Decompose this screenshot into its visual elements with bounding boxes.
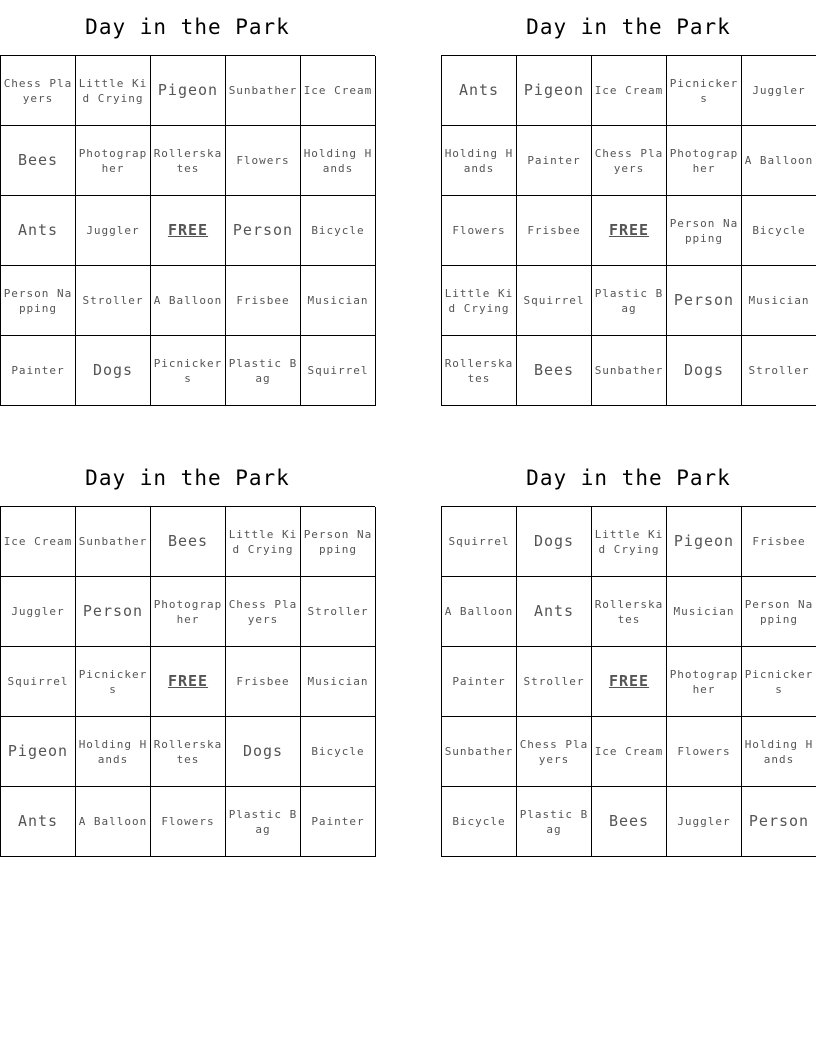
bingo-cell: Person Napping <box>1 266 76 336</box>
bingo-cell: Squirrel <box>442 507 517 577</box>
bingo-cell: Bicycle <box>301 717 376 787</box>
bingo-cell: Frisbee <box>742 507 816 577</box>
bingo-cell: Ice Cream <box>301 56 376 126</box>
bingo-cell: Holding Hands <box>442 126 517 196</box>
bingo-cell: Photographer <box>76 126 151 196</box>
bingo-cell: Picnickers <box>742 647 816 717</box>
bingo-cell: A Balloon <box>442 577 517 647</box>
free-space-cell: FREE <box>592 647 667 717</box>
bingo-cell: Plastic Bag <box>592 266 667 336</box>
bingo-cell: Ice Cream <box>592 717 667 787</box>
bingo-cell: Rollerskates <box>151 717 226 787</box>
bingo-cell: A Balloon <box>151 266 226 336</box>
card-title: Day in the Park <box>526 466 731 490</box>
bingo-cell: Pigeon <box>1 717 76 787</box>
bingo-cell: Musician <box>301 266 376 336</box>
bingo-cell: Stroller <box>517 647 592 717</box>
bingo-cell: Flowers <box>667 717 742 787</box>
bingo-card-2 <box>441 0 816 406</box>
bingo-cell: Juggler <box>1 577 76 647</box>
bingo-cell: Photographer <box>667 647 742 717</box>
bingo-cell: Bicycle <box>742 196 816 266</box>
bingo-cell: Plastic Bag <box>226 336 301 406</box>
bingo-cell: Painter <box>301 787 376 857</box>
bingo-cell: Frisbee <box>226 647 301 717</box>
bingo-grid <box>0 55 375 406</box>
bingo-cell: Sunbather <box>76 507 151 577</box>
bingo-cell: Person <box>226 196 301 266</box>
bingo-cell: Stroller <box>742 336 816 406</box>
bingo-cell: Picnickers <box>667 56 742 126</box>
bingo-card-3 <box>0 451 375 857</box>
bingo-cell: Rollerskates <box>442 336 517 406</box>
bingo-cell: Ants <box>517 577 592 647</box>
bingo-cell: Person Napping <box>301 507 376 577</box>
free-space-cell: FREE <box>592 196 667 266</box>
bingo-cell: Musician <box>742 266 816 336</box>
bingo-cell: Ants <box>442 56 517 126</box>
bingo-cell: Bees <box>151 507 226 577</box>
bingo-cell: Dogs <box>517 507 592 577</box>
bingo-cell: Juggler <box>76 196 151 266</box>
bingo-card-4 <box>441 451 816 857</box>
bingo-cell: Little Kid Crying <box>442 266 517 336</box>
bingo-cell: Squirrel <box>1 647 76 717</box>
bingo-cell: Little Kid Crying <box>76 56 151 126</box>
bingo-cell: Sunbather <box>592 336 667 406</box>
bingo-cell: Bees <box>517 336 592 406</box>
bingo-cell: Dogs <box>226 717 301 787</box>
bingo-cell: Painter <box>442 647 517 717</box>
bingo-cell: Plastic Bag <box>226 787 301 857</box>
bingo-cell: Squirrel <box>301 336 376 406</box>
bingo-cell: Bicycle <box>442 787 517 857</box>
bingo-cell: Painter <box>517 126 592 196</box>
bingo-cell: Sunbather <box>442 717 517 787</box>
bingo-cell: A Balloon <box>742 126 816 196</box>
bingo-cell: Flowers <box>151 787 226 857</box>
bingo-cell: Musician <box>667 577 742 647</box>
bingo-cell: Dogs <box>667 336 742 406</box>
bingo-cell: Painter <box>1 336 76 406</box>
card-title: Day in the Park <box>85 466 290 490</box>
bingo-cell: Ants <box>1 787 76 857</box>
bingo-cell: Chess Players <box>517 717 592 787</box>
bingo-cell: Stroller <box>76 266 151 336</box>
bingo-cell: Holding Hands <box>76 717 151 787</box>
bingo-cell: Juggler <box>667 787 742 857</box>
bingo-cell: Chess Players <box>592 126 667 196</box>
bingo-cell: Chess Players <box>1 56 76 126</box>
bingo-cell: Ice Cream <box>592 56 667 126</box>
bingo-cell: Holding Hands <box>742 717 816 787</box>
bingo-cell: A Balloon <box>76 787 151 857</box>
bingo-cell: Chess Players <box>226 577 301 647</box>
bingo-cell: Flowers <box>442 196 517 266</box>
free-space-cell: FREE <box>151 196 226 266</box>
bingo-cell: Picnickers <box>76 647 151 717</box>
bingo-cell: Pigeon <box>667 507 742 577</box>
card-title: Day in the Park <box>85 15 290 39</box>
bingo-cell: Photographer <box>667 126 742 196</box>
bingo-cell: Person Napping <box>667 196 742 266</box>
bingo-cell: Little Kid Crying <box>226 507 301 577</box>
bingo-cell: Bees <box>1 126 76 196</box>
bingo-cell: Frisbee <box>517 196 592 266</box>
bingo-cell: Ice Cream <box>1 507 76 577</box>
bingo-cell: Squirrel <box>517 266 592 336</box>
bingo-cell: Bees <box>592 787 667 857</box>
bingo-cell: Flowers <box>226 126 301 196</box>
bingo-cell: Person <box>667 266 742 336</box>
bingo-cell: Stroller <box>301 577 376 647</box>
bingo-cell: Plastic Bag <box>517 787 592 857</box>
bingo-cell: Person <box>742 787 816 857</box>
bingo-cell: Frisbee <box>226 266 301 336</box>
bingo-cell: Musician <box>301 647 376 717</box>
bingo-card-1 <box>0 0 375 406</box>
bingo-cell: Little Kid Crying <box>592 507 667 577</box>
bingo-cell: Bicycle <box>301 196 376 266</box>
bingo-cell: Pigeon <box>151 56 226 126</box>
bingo-cell: Person <box>76 577 151 647</box>
bingo-cell: Pigeon <box>517 56 592 126</box>
bingo-cell: Picnickers <box>151 336 226 406</box>
bingo-cell: Photographer <box>151 577 226 647</box>
bingo-grid <box>441 506 816 857</box>
bingo-grid <box>0 506 375 857</box>
card-title: Day in the Park <box>526 15 731 39</box>
bingo-cell: Juggler <box>742 56 816 126</box>
bingo-cell: Person Napping <box>742 577 816 647</box>
bingo-cell: Ants <box>1 196 76 266</box>
bingo-cell: Rollerskates <box>592 577 667 647</box>
bingo-cell: Rollerskates <box>151 126 226 196</box>
bingo-cell: Holding Hands <box>301 126 376 196</box>
bingo-cell: Dogs <box>76 336 151 406</box>
bingo-grid <box>441 55 816 406</box>
free-space-cell: FREE <box>151 647 226 717</box>
bingo-cell: Sunbather <box>226 56 301 126</box>
